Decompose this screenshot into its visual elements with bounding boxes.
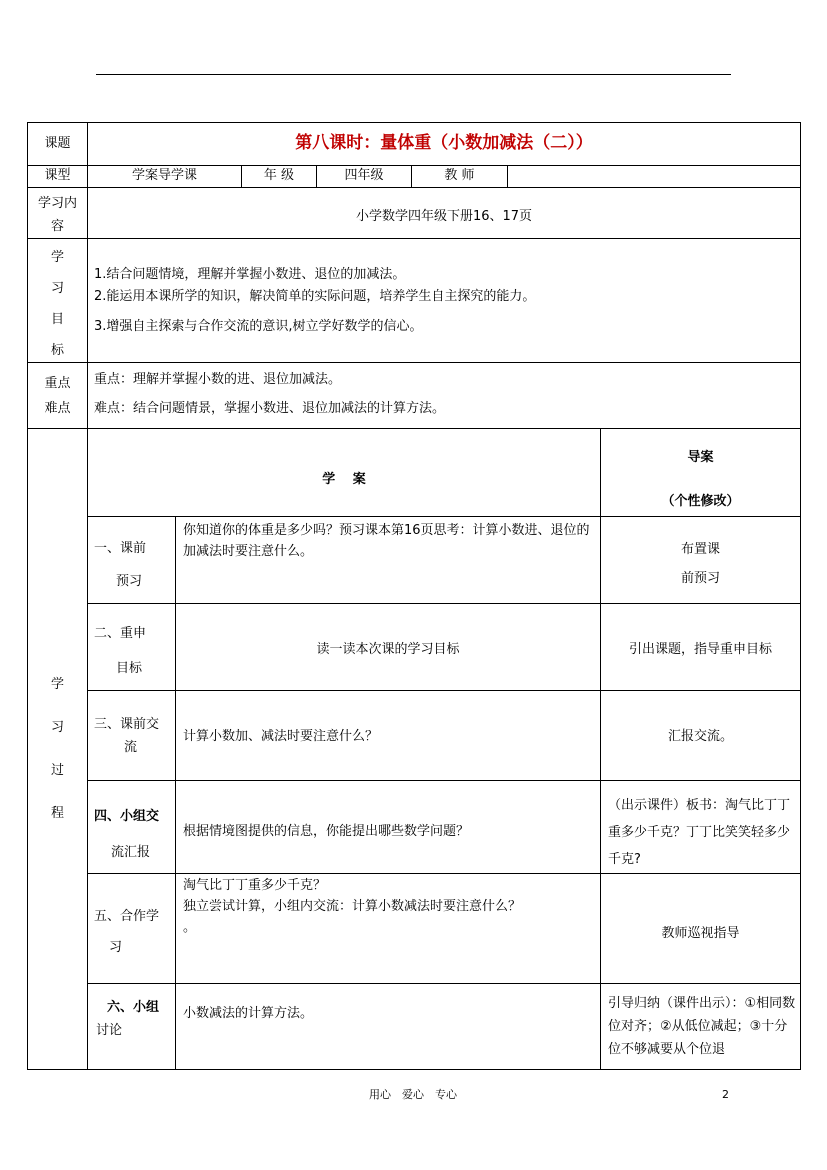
page-number: 2 — [722, 1088, 729, 1101]
key-label-line2: 难点 — [44, 401, 71, 416]
plan-column-header: 学 案 — [322, 472, 366, 487]
lesson-type-label: 课型 — [44, 168, 71, 183]
content-label-line2: 容 — [50, 219, 64, 234]
grade-label: 年 级 — [263, 168, 295, 183]
lesson-type-value: 学案导学课 — [131, 168, 197, 183]
topic-label: 课题 — [44, 136, 71, 151]
guide-column-header: 导案 — [687, 450, 714, 465]
footer-motto: 用心 爱心 专心 — [369, 1088, 457, 1101]
goal-item: 2.能运用本课所学的知识，解决简单的实际问题，培养学生自主探究的能力。 — [94, 289, 536, 304]
goal-item: 3.增强自主探索与合作交流的意识,树立学好数学的信心。 — [94, 319, 423, 334]
learning-content: 小学数学四年级下册16、17页 — [355, 209, 533, 224]
key-difficulty: 难点：结合问题情景，掌握小数进、退位加减法的计算方法。 — [94, 401, 446, 416]
key-focus: 重点：理解并掌握小数的进、退位加减法。 — [94, 372, 342, 387]
guide-column-subheader: （个性修改） — [661, 494, 740, 509]
teacher-label: 教 师 — [444, 168, 475, 183]
lesson-title: 第八课时：量体重（小数加减法（二）） — [295, 133, 593, 153]
goal-item: 1.结合问题情境，理解并掌握小数进、退位的加减法。 — [94, 267, 406, 282]
content-label-line1: 学习内 — [37, 196, 77, 211]
key-label-line1: 重点 — [44, 376, 71, 391]
grade-value: 四年级 — [344, 168, 384, 183]
header-rule — [96, 74, 731, 75]
